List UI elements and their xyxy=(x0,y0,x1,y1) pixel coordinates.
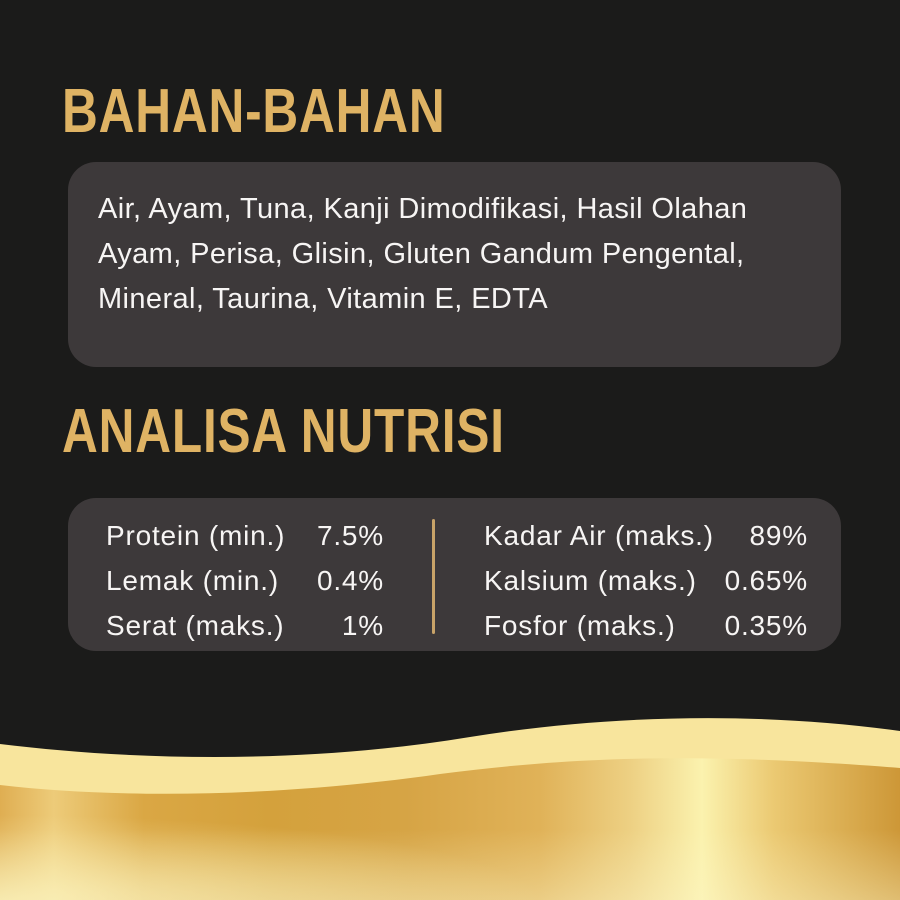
nutrient-value: 7.5% xyxy=(316,519,384,551)
nutrition-row-lemak xyxy=(106,558,384,603)
gold-wave-decoration xyxy=(0,700,900,900)
nutrient-label: Serat (maks.) xyxy=(106,609,285,641)
nutrition-row-serat xyxy=(106,603,384,648)
nutrient-label: Lemak (min.) xyxy=(106,564,279,596)
nutrient-label: Kadar Air (maks.) xyxy=(484,519,714,551)
nutrient-value: 1% xyxy=(341,609,384,641)
nutrient-value: 0.4% xyxy=(316,564,384,596)
nutrient-value: 89% xyxy=(749,519,808,551)
nutrient-label: Kalsium (maks.) xyxy=(484,564,697,596)
nutrient-label: Fosfor (maks.) xyxy=(484,609,676,641)
nutrition-left-column xyxy=(106,513,384,648)
nutrient-value: 0.35% xyxy=(724,609,808,641)
nutrition-section-title: ANALISA NUTRISI xyxy=(62,397,505,466)
ingredients-list-text: Air, Ayam, Tuna, Kanji Dimodifikasi, Hasil Olahan Ayam, Perisa, Glisin, Gluten Gandum Pengental, Mineral, Taurina, Vitamin E, EDTA xyxy=(98,193,748,315)
nutrient-label: Protein (min.) xyxy=(106,519,286,551)
ingredients-section-title: BAHAN-BAHAN xyxy=(62,77,446,146)
nutrition-card xyxy=(68,498,841,651)
nutrient-value: 0.65% xyxy=(724,564,808,596)
nutrition-row-fosfor xyxy=(484,603,808,648)
ingredients-card xyxy=(68,162,841,367)
nutrition-row-kadar-air xyxy=(484,513,808,558)
nutrition-right-column xyxy=(484,513,808,648)
nutrition-row-kalsium xyxy=(484,558,808,603)
nutrition-row-protein xyxy=(106,513,384,558)
nutrition-column-divider xyxy=(432,519,435,634)
